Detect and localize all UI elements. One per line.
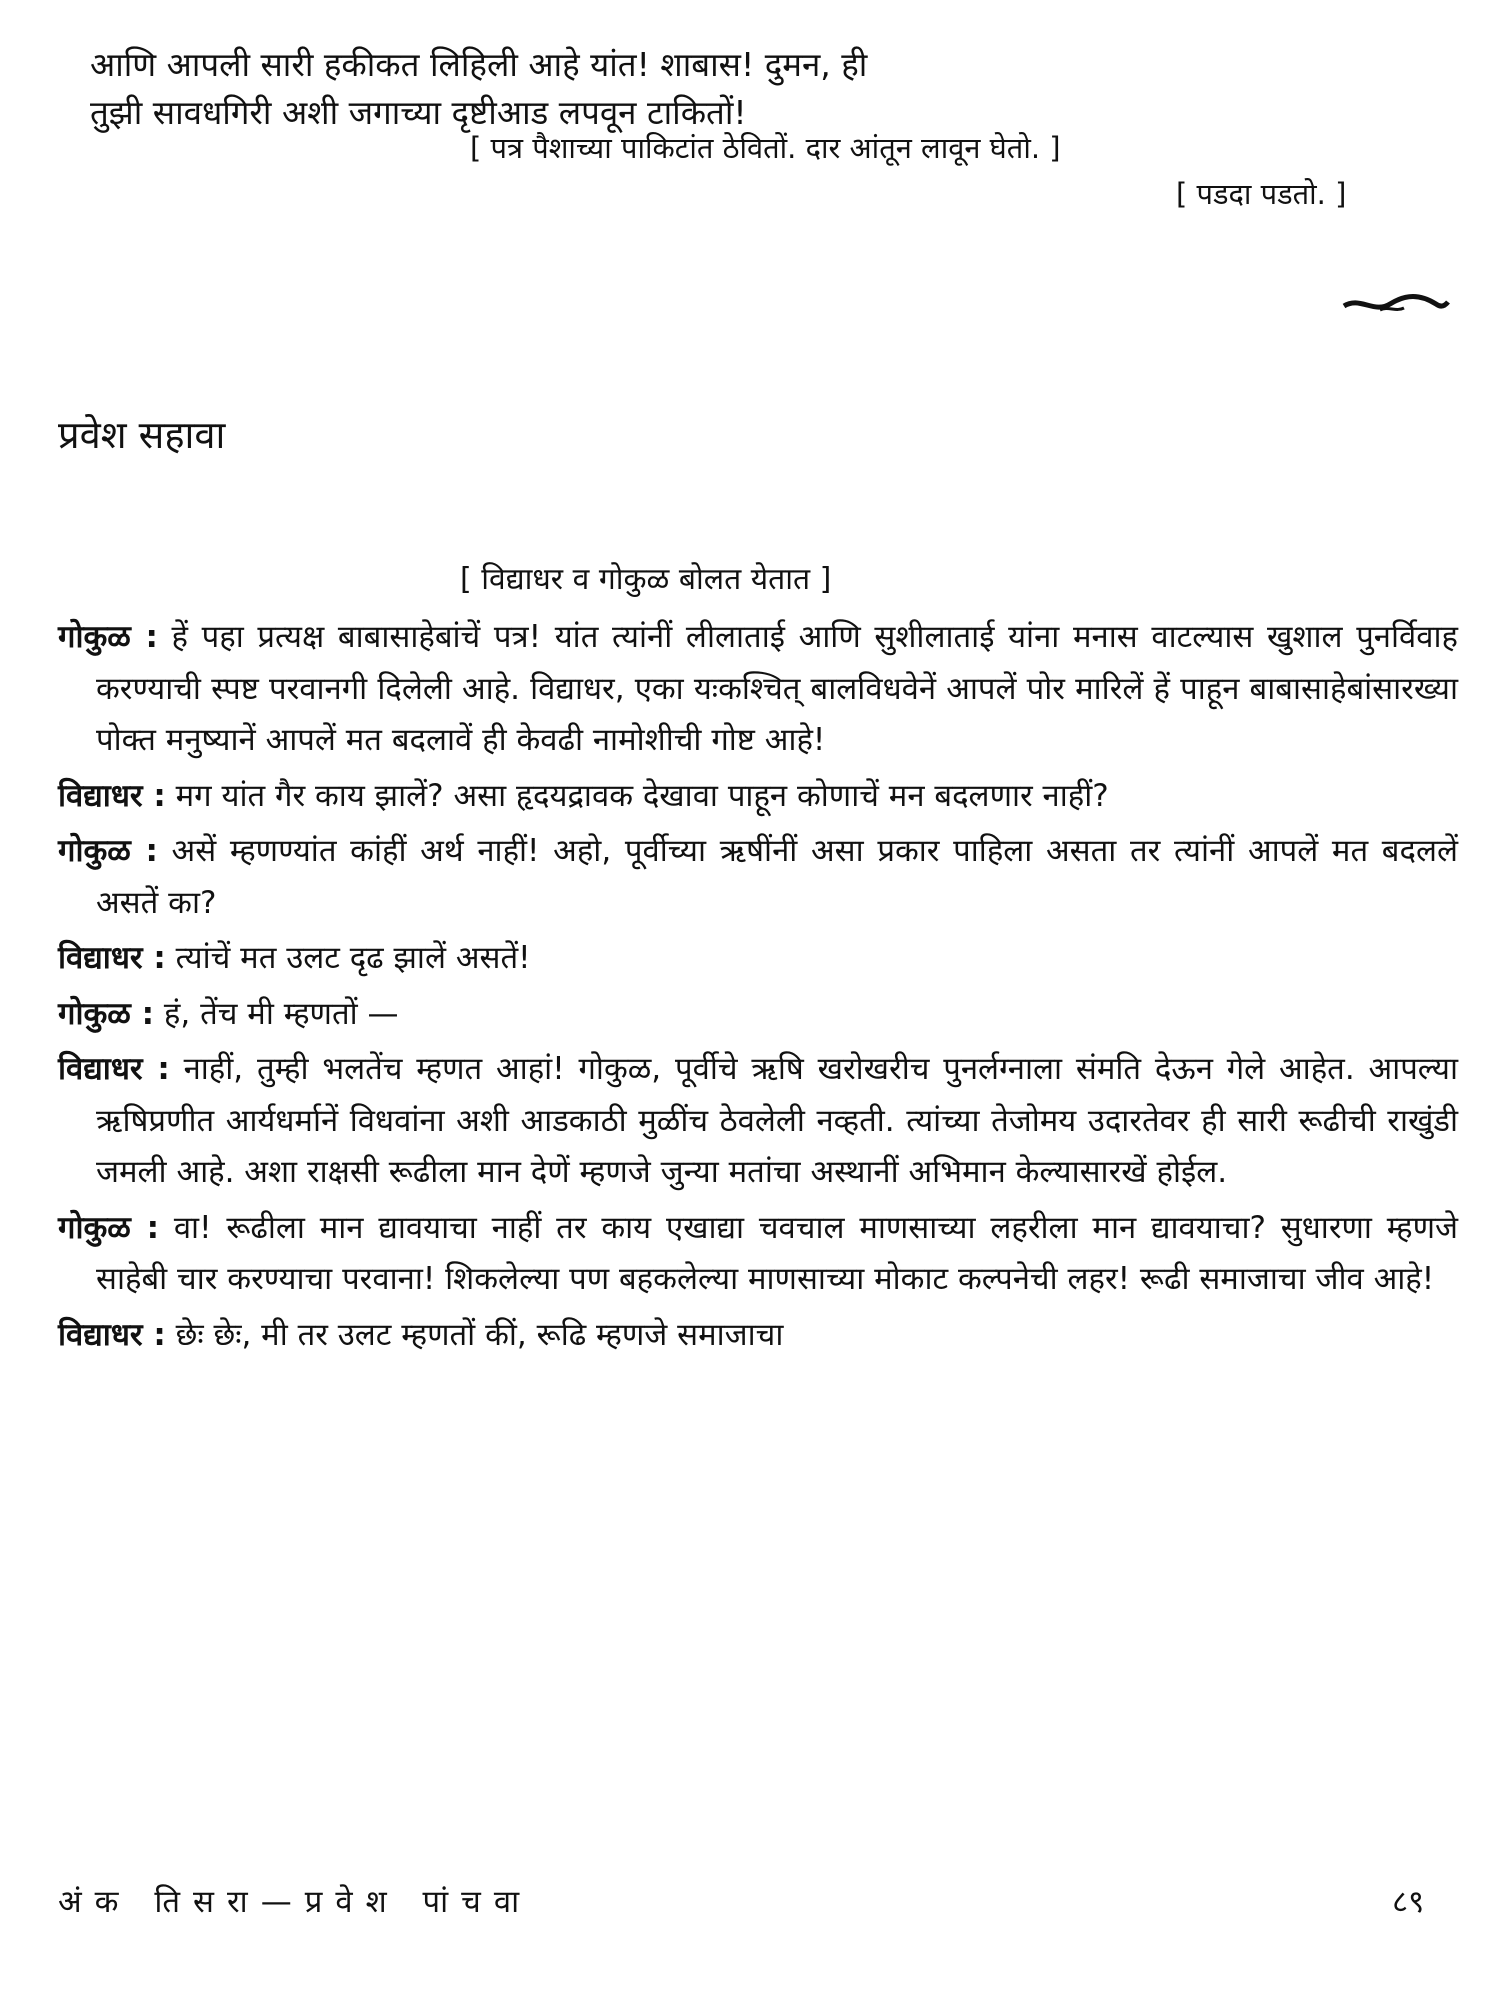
- dialogue-turn: [58, 1203, 1458, 1306]
- opening-line-1: आणि आपली सारी हकीकत लिहिली आहे यांत! शाबास! दुमन, ही: [90, 45, 868, 84]
- dialogue-turn: [58, 771, 1458, 823]
- page-number: ८९: [1392, 1884, 1425, 1920]
- speaker-name: विद्याधर :: [58, 940, 166, 976]
- speech-text: त्यांचें मत उलट दृढ झालें असतें!: [175, 940, 531, 976]
- speaker-name: गोकुळ :: [58, 619, 158, 655]
- speaker-name: गोकुळ :: [58, 1209, 159, 1246]
- stage-direction-letter: [ पत्र पैशाच्या पाकिटांत ठेवितों. दार आंतून लावून घेतो. ]: [470, 131, 1061, 165]
- speech-text: हं, तेंच मी म्हणतों —: [163, 995, 399, 1032]
- speech-text: मग यांत गैर काय झालें? असा हृदयद्रावक देखावा पाहून कोणाचें मन बदलणार नाहीं?: [175, 777, 1109, 814]
- speech-text: छेः छेः, मी तर उलट म्हणतों कीं, रूढि म्हणजे समाजाचा: [175, 1316, 784, 1353]
- speaker-name: विद्याधर :: [58, 1316, 166, 1353]
- dialogue-turn: [58, 933, 1458, 985]
- dialogue-turn: [58, 826, 1458, 929]
- speech-text: नाहीं, तुम्ही भलतेंच म्हणत आहां! गोकुळ, पूर्वीचे ऋषि खरोखरीच पुनर्लग्नाला संमति देऊन गेले आहेत. आपल्या ऋषिप्रणीत आर्यधर्मानें विधवांना अशी आडकाठी मुळींच ठेवलेली नव्हती. त्यांच्या तेजोमय उदारतेवर ही सारी रूढीची राखुंडी जमली आहे. अशा राक्षसी रूढीला मान देणें म्हणजे जुन्या मतांचा अस्थानीं अभिमान केल्यासारखें होईल.: [96, 1051, 1458, 1190]
- dialogue-turn: [58, 1310, 1458, 1362]
- speaker-name: गोकुळ :: [58, 995, 155, 1032]
- dialogue-turn: [58, 612, 1458, 767]
- end-flourish-ornament: [1340, 288, 1450, 318]
- speech-text: वा! रूढीला मान द्यावयाचा नाहीं तर काय एखाद्या चवचाल माणसाच्या लहरीला मान द्यावयाचा? सुधारणा म्हणजे साहेबी चार करण्याचा परवाना! शिकलेल्या पण बहकलेल्या माणसाच्या मोकाट कल्पनेची लहर! रूढी समाजाचा जीव आहे!: [96, 1209, 1458, 1297]
- stage-direction-entry: [ विद्याधर व गोकुळ बोलत येतात ]: [460, 562, 832, 597]
- speech-text: असें म्हणण्यांत कांहीं अर्थ नाहीं! अहो, पूर्वीच्या ऋषींनीं असा प्रकार पाहिला असता तर त्यांनीं आपलें मत बदललें असतें का?: [96, 833, 1458, 921]
- stage-direction-curtain: [ पडदा पडतो. ]: [1176, 177, 1347, 211]
- dialogue-turn: [58, 1044, 1458, 1199]
- speaker-name: विद्याधर :: [58, 777, 166, 814]
- speech-text: हें पहा प्रत्यक्ष बाबासाहेबांचें पत्र! यांत त्यांनीं लीलाताई आणि सुशीलाताई यांना मनास वाटल्यास खुशाल पुनर्विवाह करण्याची स्पष्ट परवानगी दिलेली आहे. विद्याधर, एका यःकश्चित् बालविधवेनें आपलें पोर मारिलें हें पाहून बाबासाहेबांसारख्या पोक्त मनुष्यानें आपलें मत बदलावें ही केवढी नामोशीची गोष्ट आहे!: [96, 619, 1459, 758]
- scene-title: प्रवेश सहावा: [58, 413, 226, 457]
- opening-line-2: तुझी सावधगिरी अशी जगाच्या दृष्टीआड लपवून टाकितों!: [90, 93, 747, 132]
- speaker-name: विद्याधर :: [58, 1051, 170, 1087]
- speaker-name: गोकुळ :: [58, 833, 158, 869]
- running-footer: अंक तिसरा—प्रवेश पांचवा: [58, 1884, 533, 1920]
- dialogue-turn: [58, 989, 1458, 1041]
- dialogue-block: [58, 612, 1458, 1365]
